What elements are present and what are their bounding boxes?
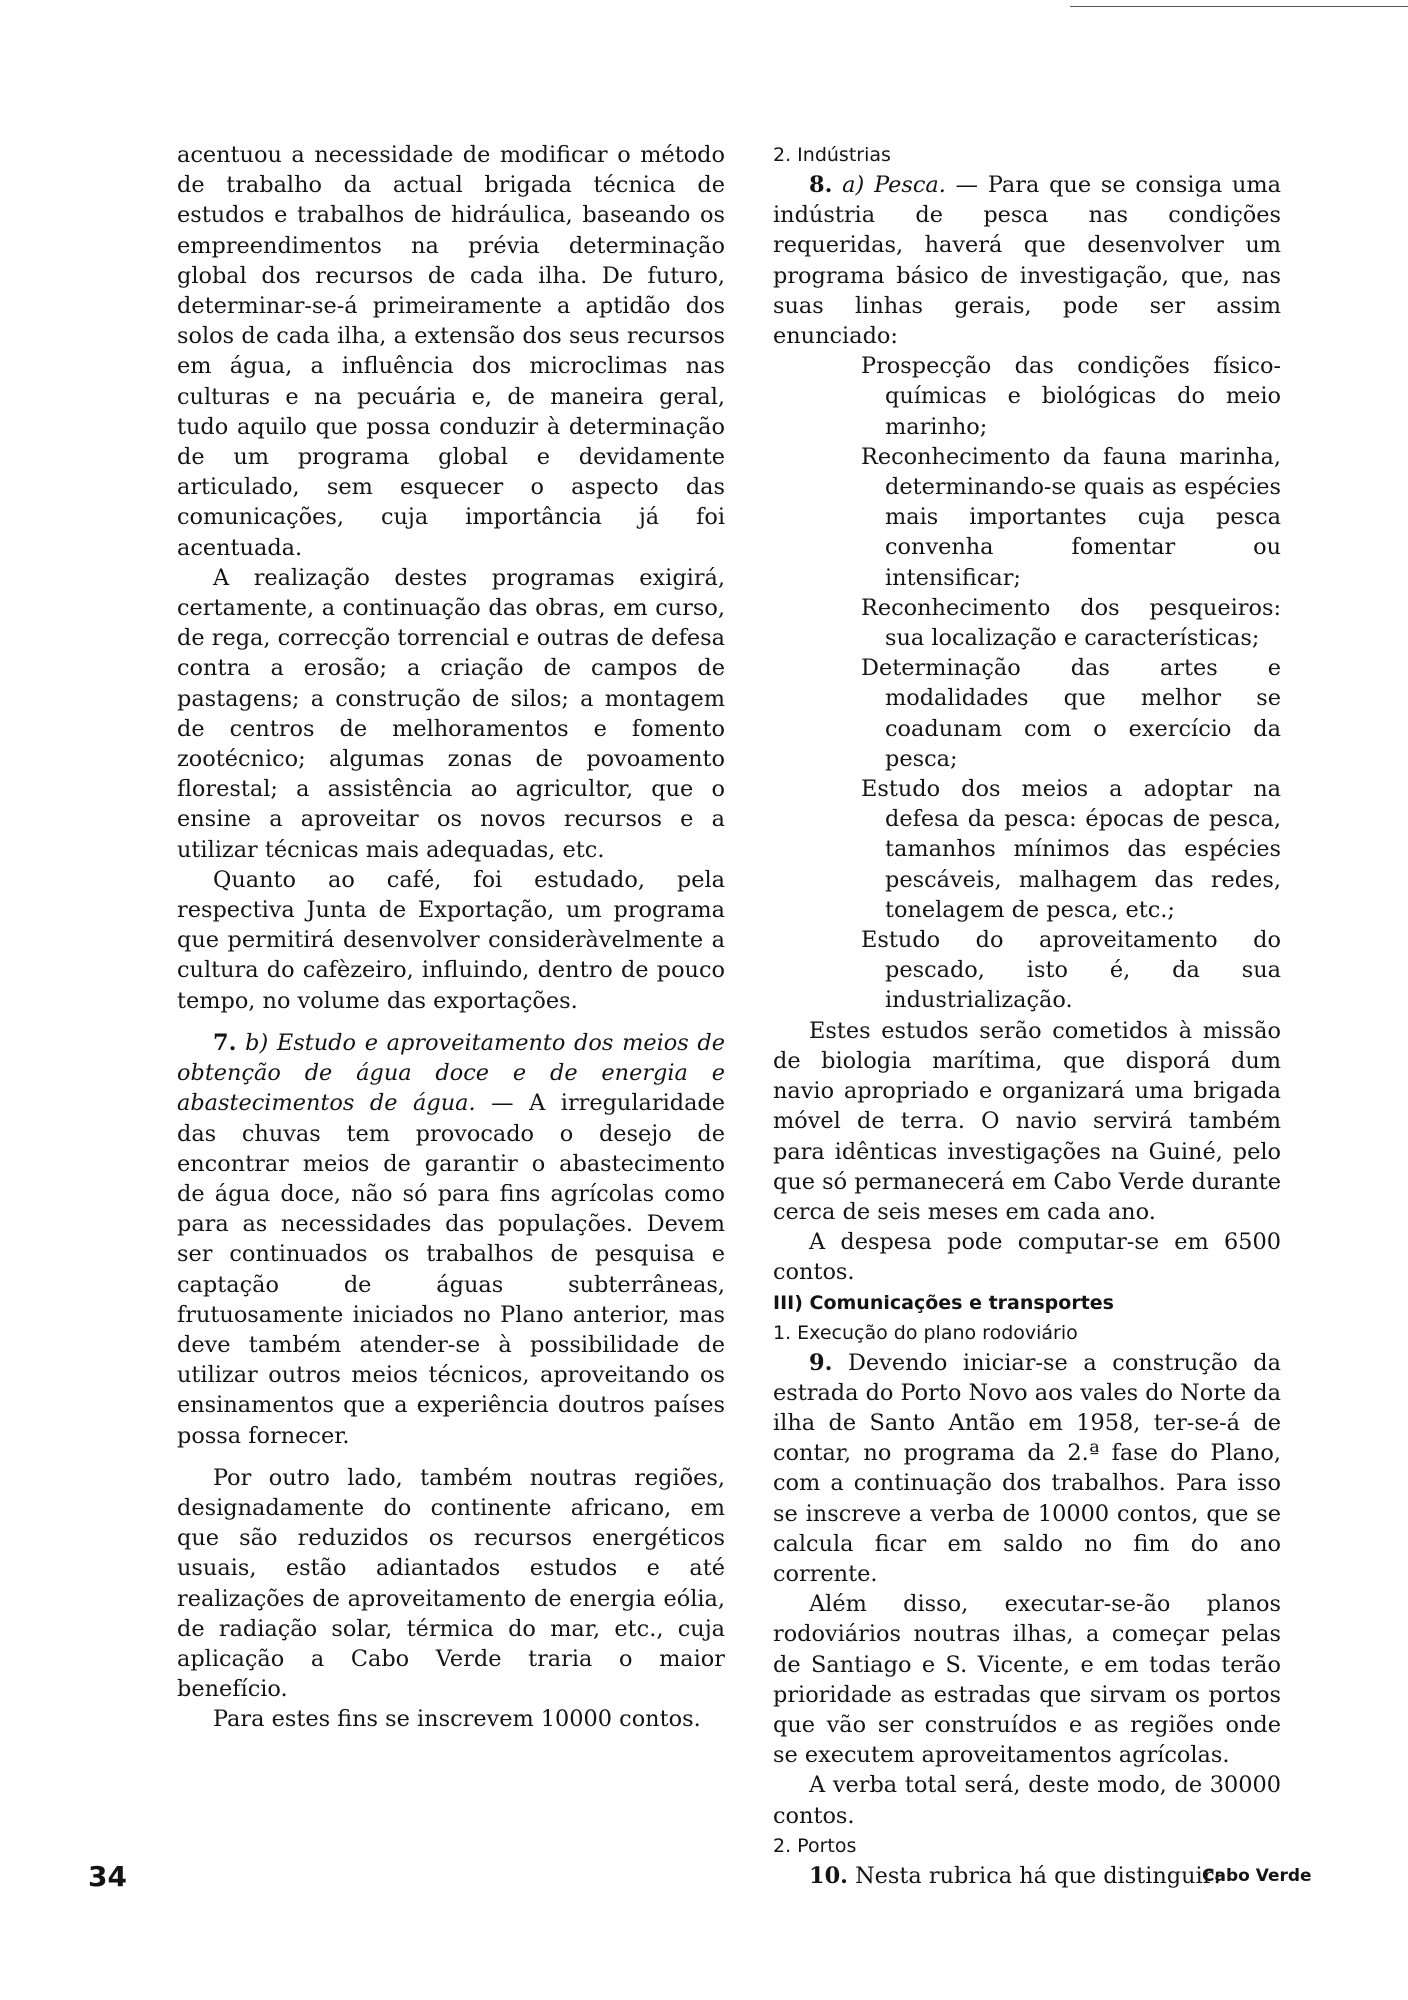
right-column: [773, 140, 1281, 1891]
left-column: [177, 140, 725, 1735]
section-number: 10.: [809, 1862, 848, 1889]
list-item: Reconhecimento da fauna marinha, determinando-se quais as espécies mais importantes cuja pesca convenha fomentar ou intensificar;: [861, 443, 1281, 591]
section-text: — Para que se consiga uma indústria de pesca nas condições requeridas, haverá que desenvolver um programa básico de investigação, que, nas suas linhas gerais, pode ser assim enunciado:: [773, 172, 1281, 350]
top-rule: [1070, 6, 1408, 7]
section-letter: a): [842, 172, 865, 198]
paragraph: Por outro lado, também noutras regiões, designadamente do continente africano, em que são reduzidos os recursos energéticos usuais, estão adiantados estudos e até realizações de aproveitamento de energia eólia, de radiação solar, térmica do mar, etc., cuja aplicação a Cabo Verde traria o maior benefício.: [177, 1464, 725, 1703]
paragraph: Para estes fins se inscrevem 10000 contos.: [213, 1706, 701, 1733]
running-title: Cabo Verde: [1202, 1866, 1312, 1886]
heading-execucao: 1. Execução do plano rodoviário: [773, 1321, 1078, 1344]
paragraph: A realização destes programas exigirá, certamente, a continuação das obras, em curso, de rega, correcção torrencial e outras de defesa contra a erosão; a criação de campos de pastagens; a construção de silos; a montagem de centros de melhoramentos e fomento zootécnico; algumas zonas de povoamento florestal; a assistência ao agricultor, que o ensine a aproveitar os novos recursos e a utilizar técnicas mais adequadas, etc.: [177, 564, 725, 863]
list-item: Estudo dos meios a adoptar na defesa da pesca: épocas de pesca, tamanhos mínimos das espécies pescáveis, malhagem das redes, tonelagem de pesca, etc.;: [861, 776, 1281, 923]
section-8-paragraph: [773, 170, 1281, 351]
section-number: 7.: [213, 1029, 237, 1056]
section-number: 8.: [809, 172, 833, 198]
section-7-paragraph: [177, 1028, 725, 1451]
paragraph: acentuou a necessidade de modificar o método de trabalho da actual brigada técnica de estudos e trabalhos de hidráulica, baseando os empreendimentos na prévia determinação global dos recursos de cada ilha. De futuro, determinar-se-á primeiramente a aptidão dos solos de cada ilha, a extensão dos seus recursos em água, a influência dos microclimas nas culturas e na pecuária e, de maneira geral, tudo aquilo que possa conduzir à determinação de um programa global e devidamente articulado, sem esquecer o aspecto das comunicações, cuja importância já foi acentuada.: [177, 142, 725, 561]
paragraph: Além disso, executar-se-ão planos rodoviários noutras ilhas, a começar pelas de Santiago e S. Vicente, e em todas terão prioridade as estradas que sirvam os portos que vão ser construídos e as regiões onde se executem aproveitamentos agrícolas.: [773, 1591, 1281, 1769]
paragraph: Estes estudos serão cometidos à missão de biologia marítima, que disporá dum navio apropriado e organizará uma brigada móvel de terra. O navio servirá também para idênticas investigações na Guiné, pelo que só permanecerá em Cabo Verde durante cerca de seis meses em cada ano.: [773, 1017, 1281, 1225]
list-item: Prospecção das condições físico-químicas e biológicas do meio marinho;: [861, 353, 1281, 440]
paragraph: Quanto ao café, foi estudado, pela respectiva Junta de Exportação, um programa que permitirá desenvolver consideràvelmente a cultura do cafèzeiro, influindo, dentro de pouco tempo, no volume das exportações.: [177, 866, 725, 1014]
heading-industrias: 2. Indústrias: [773, 144, 891, 166]
heading-comunicacoes: III) Comunicações e transportes: [773, 1291, 1114, 1314]
section-9-paragraph: [773, 1348, 1281, 1590]
section-title: Estudo e aproveitamento dos meios de obtenção de água doce e de energia e abastecimentos de água.: [177, 1029, 726, 1117]
section-title: Pesca.: [874, 172, 946, 198]
section-number: 9.: [809, 1349, 833, 1376]
section-letter: b): [245, 1029, 269, 1056]
section-text: Devendo iniciar-se a construção da estrada do Porto Novo aos vales do Norte da ilha de Santo Antão em 1958, ter-se-á de contar, no programa da 2.ª fase do Plano, com a continuação dos trabalhos. Para isso se inscreve a verba de 10000 contos, que se calcula ficar em saldo no fim do ano corrente.: [773, 1349, 1281, 1587]
research-list: [773, 351, 1281, 1015]
heading-portos: 2. Portos: [773, 1834, 857, 1857]
list-item: Reconhecimento dos pesqueiros: sua localização e características;: [861, 594, 1281, 652]
paragraph: A verba total será, deste modo, de 30000 contos.: [773, 1772, 1281, 1829]
list-item: Determinação das artes e modalidades que melhor se coadunam com o exercício da pesca;: [861, 655, 1281, 772]
paragraph: A despesa pode computar-se em 6500 contos.: [773, 1229, 1281, 1286]
section-text: Nesta rubrica há que distinguir:: [855, 1862, 1221, 1889]
section-text: — A irregularidade das chuvas tem provocado o desejo de encontrar meios de garantir o abastecimento de água doce, não só para fins agrícolas como para as necessidades das populações. Devem ser continuados os trabalhos de pesquisa e captação de águas subterrâneas, frutuosamente iniciados no Plano anterior, mas deve também atender-se à possibilidade de utilizar outros meios técnicos, aproveitando os ensinamentos que a experiência doutros países possa fornecer.: [177, 1090, 725, 1449]
page-number: 34: [88, 1860, 127, 1893]
list-item: Estudo do aproveitamento do pescado, isto é, da sua industrialização.: [861, 927, 1281, 1014]
